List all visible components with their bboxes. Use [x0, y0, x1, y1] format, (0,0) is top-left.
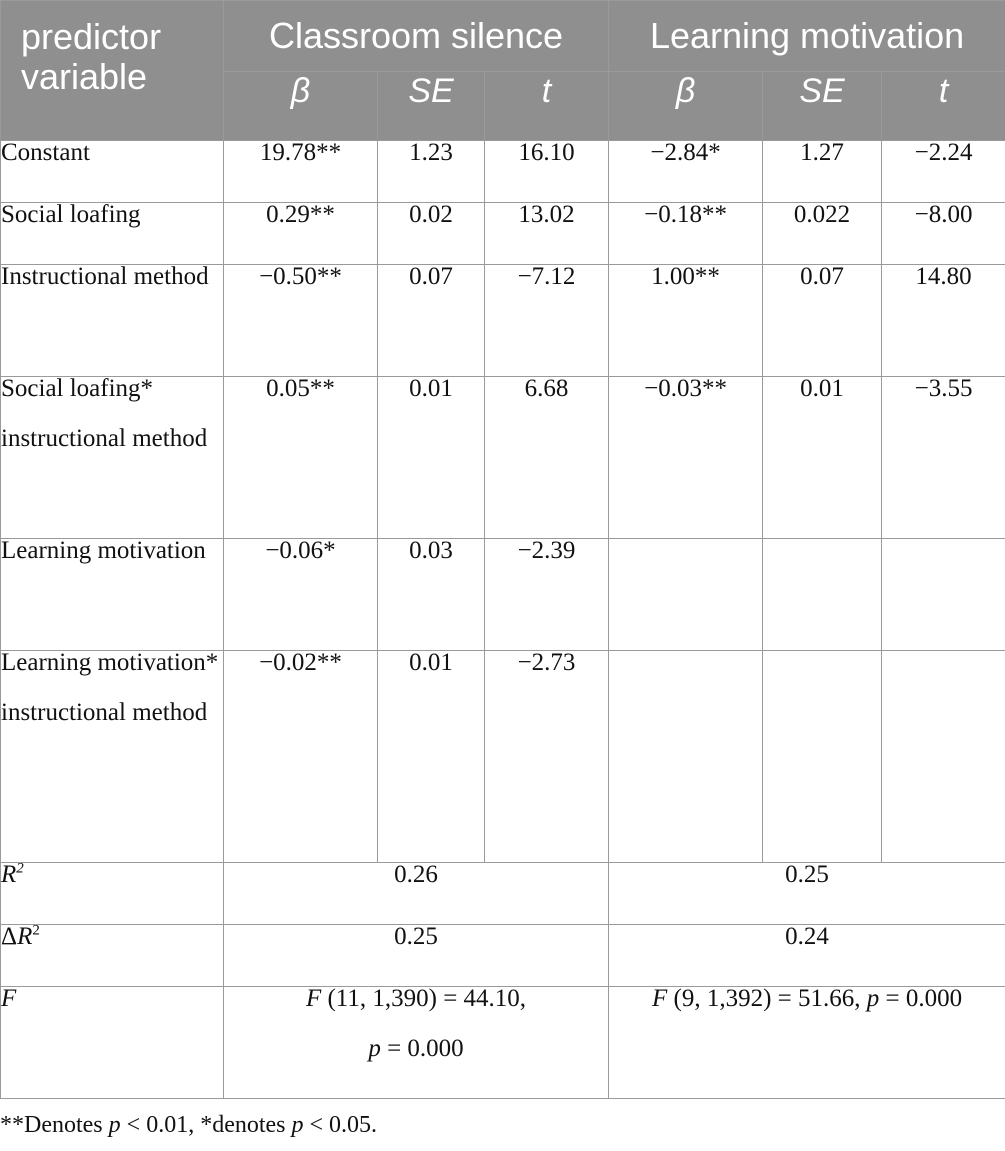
row-label: Instructional method — [1, 265, 224, 377]
cell-cs-f: F (11, 1,390) = 44.10, p = 0.000 — [224, 987, 609, 1099]
cell-lm-beta: −2.84* — [609, 141, 763, 203]
cell-lm-t: −2.24 — [882, 141, 1005, 203]
table-row — [1, 377, 1005, 539]
cell-cs-t: −2.73 — [485, 651, 609, 863]
row-label-delta-r2: $\Delta R^2$ — [1, 925, 224, 987]
cell-lm-t: −3.55 — [882, 377, 1005, 539]
cell-cs-beta: 19.78** — [224, 141, 378, 203]
cell-cs-t: −2.39 — [485, 539, 609, 651]
row-label: Social loafing — [1, 203, 224, 265]
cell-lm-se: 0.022 — [763, 203, 882, 265]
cell-lm-se: 1.27 — [763, 141, 882, 203]
row-label: Constant — [1, 141, 224, 203]
cell-lm-r2: 0.25 — [609, 863, 1005, 925]
row-label: Learning motivation* instructional method — [1, 651, 224, 863]
row-label: Social loafing* instructional method — [1, 377, 224, 539]
cell-cs-beta: 0.29** — [224, 203, 378, 265]
table-row-f — [1, 987, 1005, 1099]
table-footnote: **Denotes p < 0.01, *denotes p < 0.05. — [0, 1112, 378, 1138]
cell-cs-t: 6.68 — [485, 377, 609, 539]
cell-cs-beta: −0.02** — [224, 651, 378, 863]
cell-cs-delta-r2: 0.25 — [224, 925, 609, 987]
cell-lm-se: 0.07 — [763, 265, 882, 377]
header-lm-beta: β — [609, 72, 763, 141]
cell-lm-se — [763, 539, 882, 651]
cell-lm-beta — [609, 651, 763, 863]
cell-lm-se: 0.01 — [763, 377, 882, 539]
header-lm-t: t — [882, 72, 1005, 141]
cell-lm-beta: −0.03** — [609, 377, 763, 539]
cell-lm-t — [882, 651, 1005, 863]
cell-cs-beta: −0.50** — [224, 265, 378, 377]
cell-lm-delta-r2: 0.24 — [609, 925, 1005, 987]
header-cs-beta: β — [224, 72, 378, 141]
header-lm-se: SE — [763, 72, 882, 141]
cell-lm-beta — [609, 539, 763, 651]
cell-cs-se: 0.01 — [378, 651, 485, 863]
row-label: Learning motivation — [1, 539, 224, 651]
cell-cs-se: 1.23 — [378, 141, 485, 203]
cell-cs-beta: −0.06* — [224, 539, 378, 651]
cell-lm-se — [763, 651, 882, 863]
cell-cs-se: 0.07 — [378, 265, 485, 377]
cell-cs-se: 0.03 — [378, 539, 485, 651]
header-cs-se: SE — [378, 72, 485, 141]
cell-cs-r2: 0.26 — [224, 863, 609, 925]
header-learning-motivation: Learning motivation — [609, 1, 1005, 72]
row-label-r2: $R^2$ — [1, 863, 224, 925]
cell-lm-beta: −0.18** — [609, 203, 763, 265]
cell-lm-t: 14.80 — [882, 265, 1005, 377]
cell-lm-f: F (9, 1,392) = 51.66, p = 0.000 — [609, 987, 1005, 1099]
header-row-groups — [1, 1, 1005, 72]
cell-cs-t: 16.10 — [485, 141, 609, 203]
cell-lm-beta: 1.00** — [609, 265, 763, 377]
table-row — [1, 651, 1005, 863]
header-predictor-variable: predictor variable — [1, 1, 224, 141]
header-cs-t: t — [485, 72, 609, 141]
table-row — [1, 265, 1005, 377]
table-row — [1, 539, 1005, 651]
row-label-f: F — [1, 987, 224, 1099]
cell-cs-se: 0.01 — [378, 377, 485, 539]
cell-lm-t — [882, 539, 1005, 651]
cell-lm-t: −8.00 — [882, 203, 1005, 265]
cell-cs-se: 0.02 — [378, 203, 485, 265]
cell-cs-t: −7.12 — [485, 265, 609, 377]
cell-cs-t: 13.02 — [485, 203, 609, 265]
cell-cs-beta: 0.05** — [224, 377, 378, 539]
header-classroom-silence: Classroom silence — [224, 1, 609, 72]
